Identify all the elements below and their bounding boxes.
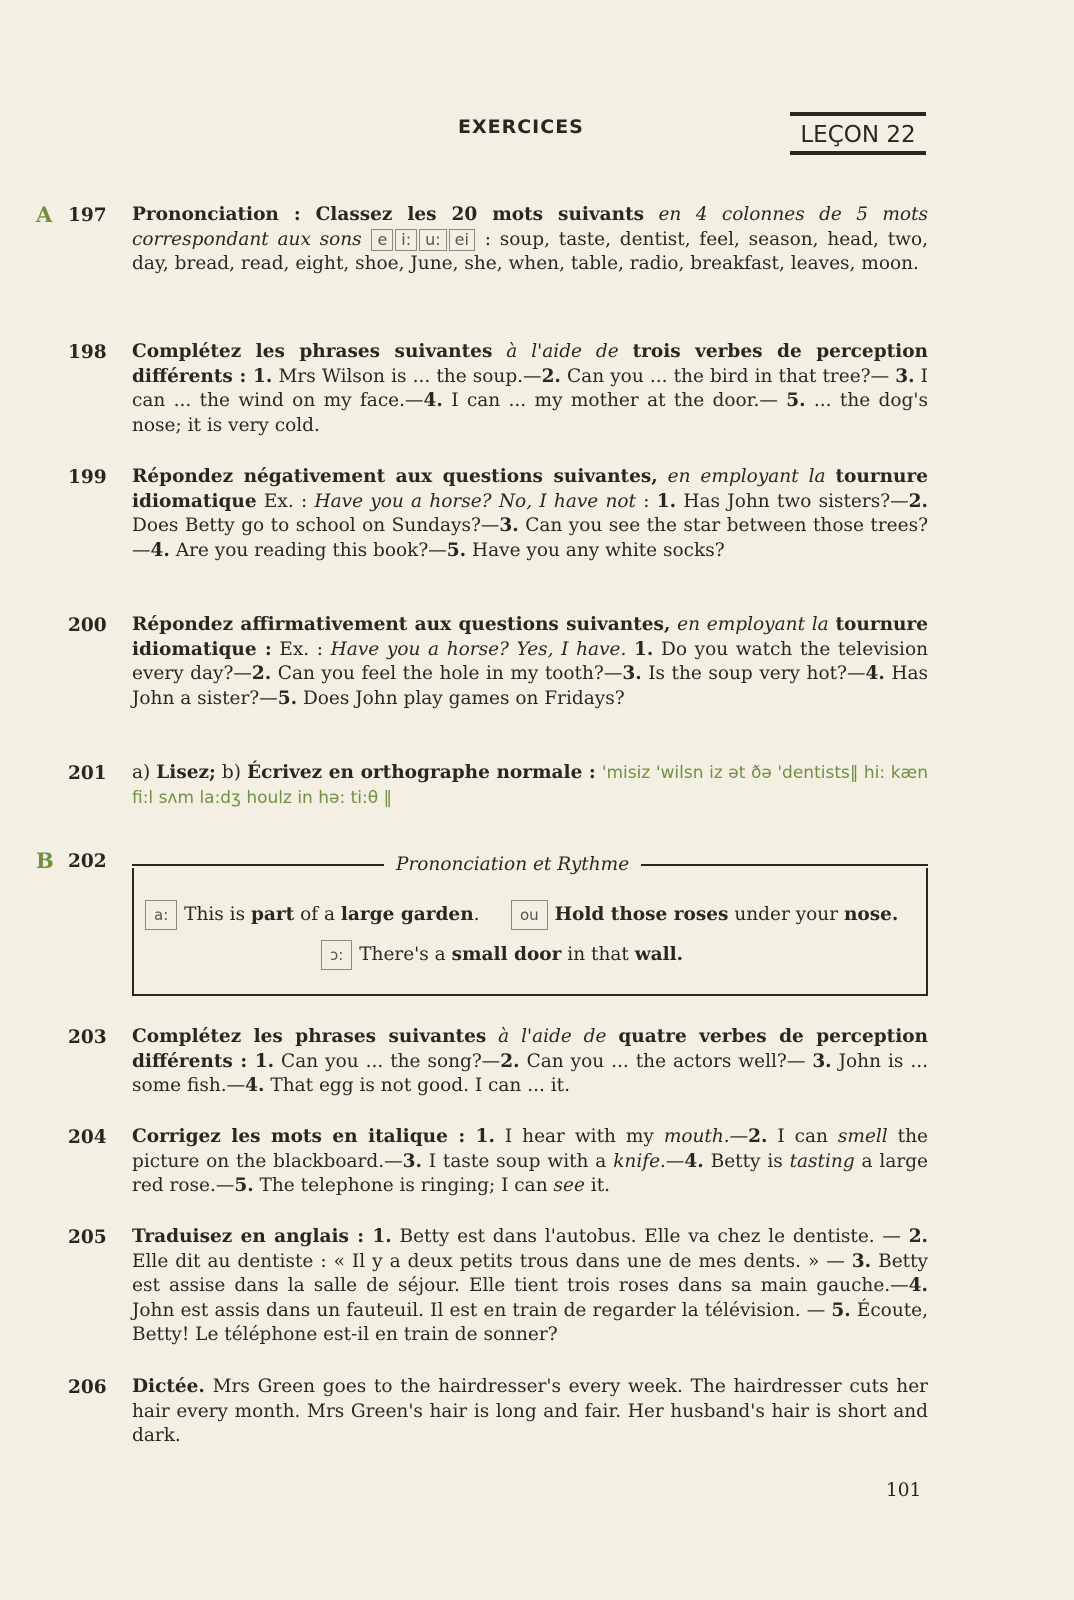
sentence: Does John play games on Fridays? (302, 687, 625, 709)
sentence: Betty est dans l'autobus. Elle va chez le dentiste. — (399, 1226, 901, 1247)
exercise-number: 198 (68, 342, 107, 363)
item-number: 5. (234, 1175, 254, 1196)
instruction: Complétez les phrases suivantes (132, 341, 493, 362)
instruction: Lisez; (156, 762, 216, 783)
sentence: I hear with my (504, 1126, 654, 1147)
italic-word: tasting (789, 1150, 855, 1172)
example: Have you a horse? No, I have not (314, 490, 636, 512)
box-title: Prononciation et Rythme (396, 854, 630, 875)
instruction: Écrivez en orthographe normale : (247, 762, 596, 783)
exercise-number: 197 (68, 205, 107, 226)
lesson-label: LEÇON 22 (790, 112, 926, 155)
instruction: Traduisez en anglais : 1. (132, 1226, 392, 1247)
instruction: tournure idiomatique : (132, 614, 928, 660)
exercise-201 (132, 761, 928, 810)
italic-word: smell (837, 1126, 888, 1147)
item-number: 3. (622, 663, 642, 684)
stress: small door (451, 944, 562, 965)
section-letter-b: B (36, 848, 54, 873)
sentence: Betty is (710, 1150, 783, 1172)
sentence: Can you ... the actors well?— (526, 1050, 806, 1072)
sound-box: ɔ: (321, 940, 352, 970)
sentence: Has John a sister?— (132, 663, 928, 709)
exercise-200 (132, 613, 928, 711)
instruction: Répondez négativement aux questions suivantes, (132, 466, 658, 487)
part-label: a) (132, 762, 151, 783)
instruction-italic: en employant la (677, 614, 829, 635)
part-label: b) (221, 762, 241, 783)
sentence: a large red rose.— (132, 1150, 928, 1196)
instruction-italic: à l'aide de (498, 1026, 607, 1047)
item-number: 2. (500, 1050, 520, 1072)
example-label: Ex. : (263, 490, 308, 512)
sentence: I taste soup with a (428, 1150, 607, 1172)
exercise-number: 200 (68, 615, 107, 636)
phonetic-text: 'misiz 'wilsn iz ət ðə 'dentists‖ hi: kæn fi:l sʌm la:dʒ houlz in hə: ti:θ ‖ (132, 763, 929, 808)
instruction-italic: à l'aide de (506, 341, 619, 362)
rhythm-line-2 (510, 900, 898, 930)
item-number: 5. (446, 539, 467, 561)
rhythm-text: . (473, 904, 480, 925)
sound-box: u: (419, 229, 447, 251)
sentence: John is ... some fish.— (132, 1050, 929, 1096)
sentence: I can ... my mother at the door.— (451, 390, 778, 411)
exercise-197 (132, 203, 928, 277)
item-number: 4. (245, 1075, 265, 1096)
item-number: 2. (908, 1226, 929, 1247)
sentence: The telephone is ringing; I can (259, 1175, 548, 1196)
item-number: 4. (865, 663, 885, 684)
instruction-italic: en 4 colonnes de 5 mots correspondant aux sons (132, 204, 928, 250)
sentence: That egg is not good. I can ... it. (270, 1075, 570, 1096)
italic-word: mouth. (663, 1126, 730, 1147)
instruction: Complétez les phrases suivantes (132, 1026, 487, 1047)
exercise-203 (132, 1025, 928, 1099)
exercise-number: 206 (68, 1377, 107, 1398)
instruction: Répondez affirmativement aux questions suivantes, (132, 614, 671, 635)
dash: — (729, 1126, 749, 1147)
sentence: Does Betty go to school on Sundays?— (132, 515, 500, 536)
italic-word: knife. (613, 1150, 666, 1172)
header-title: EXERCICES (458, 116, 584, 138)
stress: wall. (634, 944, 684, 965)
item-number: 2. (251, 663, 272, 684)
stress: nose. (843, 904, 899, 925)
rhythm-text: in that (567, 944, 629, 965)
item-number: 2. (541, 365, 561, 387)
sentence: Can you feel the hole in my tooth?— (277, 663, 623, 684)
sentence: Can you ... the song?— (281, 1050, 501, 1072)
rhythm-text: This is (184, 904, 246, 925)
exercise-number: 202 (68, 851, 107, 872)
exercise-number: 203 (68, 1027, 107, 1048)
sound-box: ou (511, 900, 548, 930)
item-number: 1. (634, 638, 654, 660)
sentence: John est assis dans un fauteuil. Il est en train de regarder la télévision. — (132, 1299, 826, 1321)
dash: — (665, 1150, 685, 1172)
sentence: Can you ... the bird in that tree?— (567, 365, 890, 387)
item-number: 5. (831, 1299, 851, 1321)
exercise-204 (132, 1125, 928, 1199)
box-rule (132, 864, 384, 866)
exercise-body: : soup, taste, dentist, feel, season, head, two, day, bread, read, eight, shoe, June, she, when, table, radio, breakfast, leaves, moon. (132, 228, 928, 274)
sentence: I can (777, 1126, 828, 1147)
instruction: Prononciation : Classez les 20 mots suivants (132, 204, 645, 225)
instruction: quatre verbes de perception différents : 1. (132, 1026, 929, 1072)
sentence: Has John two sisters?— (683, 490, 909, 512)
sentence: it. (590, 1175, 611, 1196)
exercise-number: 204 (68, 1127, 107, 1148)
stress: Hold those roses (554, 904, 729, 925)
rhythm-text: of a (300, 904, 336, 925)
item-number: 3. (895, 365, 915, 387)
pronunciation-box (132, 868, 928, 996)
item-number: 5. (277, 687, 298, 709)
item-number: 3. (499, 515, 519, 536)
item-number: 3. (851, 1250, 872, 1272)
stress: large garden (340, 904, 474, 925)
dictation-text: Mrs Green goes to the hairdresser's every week. The hairdresser cuts her hair every month. Mrs Green's hair is long and fair. Her husband's hair is short and dark. (132, 1376, 928, 1446)
instruction: tournure idiomatique (132, 466, 928, 512)
sentence: I can ... the wind on my face.— (132, 365, 928, 411)
rhythm-line-3 (320, 940, 683, 970)
sentence: Are you reading this book?— (175, 539, 447, 561)
exercise-number: 201 (68, 763, 107, 784)
item-number: 5. (786, 390, 806, 411)
exercise-206 (132, 1375, 928, 1449)
sentence: Can you see the star between those trees?— (132, 515, 928, 561)
sentence: ... the dog's nose; it is very cold. (132, 390, 928, 436)
stress: part (251, 904, 295, 925)
rhythm-text: There's a (359, 944, 446, 965)
page-number: 101 (886, 1480, 922, 1501)
instruction: Corrigez les mots en italique : 1. (132, 1126, 495, 1147)
item-number: 4. (684, 1150, 704, 1172)
instruction: trois verbes de perception différents : 1. (132, 341, 928, 387)
exercise-number: 205 (68, 1227, 107, 1248)
sound-box: a: (145, 900, 177, 930)
sound-box: e (371, 229, 393, 251)
colon: : (643, 490, 650, 512)
sound-box: ei (449, 229, 475, 251)
example-label: Ex. : (279, 638, 324, 660)
sentence: Betty est assise dans la salle de séjour. Elle tient trois roses dans sa main gauche.— (132, 1250, 928, 1296)
instruction: Dictée. (132, 1376, 205, 1397)
item-number: 4. (150, 539, 170, 561)
instruction-italic: en employant la (667, 466, 826, 487)
italic-word: see (553, 1175, 585, 1196)
sentence: Écoute, Betty! Le téléphone est-il en train de sonner? (132, 1299, 928, 1345)
item-number: 2. (908, 490, 928, 512)
item-number: 2. (748, 1126, 768, 1147)
sentence: Do you watch the television every day?— (132, 638, 928, 684)
sentence: Elle dit au dentiste : « Il y a deux petits trous dans une de mes dents. » — (132, 1250, 845, 1272)
item-number: 3. (812, 1050, 832, 1072)
sentence: Is the soup very hot?— (648, 663, 866, 684)
rhythm-line-1 (144, 900, 480, 930)
exercise-199 (132, 465, 928, 563)
example: Have you a horse? Yes, I have. (330, 638, 627, 660)
item-number: 1. (656, 490, 677, 512)
rhythm-text: under your (734, 904, 839, 925)
item-number: 4. (908, 1275, 928, 1296)
exercise-198 (132, 340, 928, 438)
box-rule (641, 864, 928, 866)
sound-box: i: (395, 229, 417, 251)
sentence: Have you any white socks? (471, 539, 725, 561)
section-letter-a: A (36, 202, 53, 227)
sentence: Mrs Wilson is ... the soup.— (278, 365, 542, 387)
item-number: 3. (402, 1150, 422, 1172)
exercise-205 (132, 1225, 928, 1348)
item-number: 4. (423, 390, 443, 411)
exercise-number: 199 (68, 467, 107, 488)
sentence: the picture on the blackboard.— (132, 1126, 928, 1172)
